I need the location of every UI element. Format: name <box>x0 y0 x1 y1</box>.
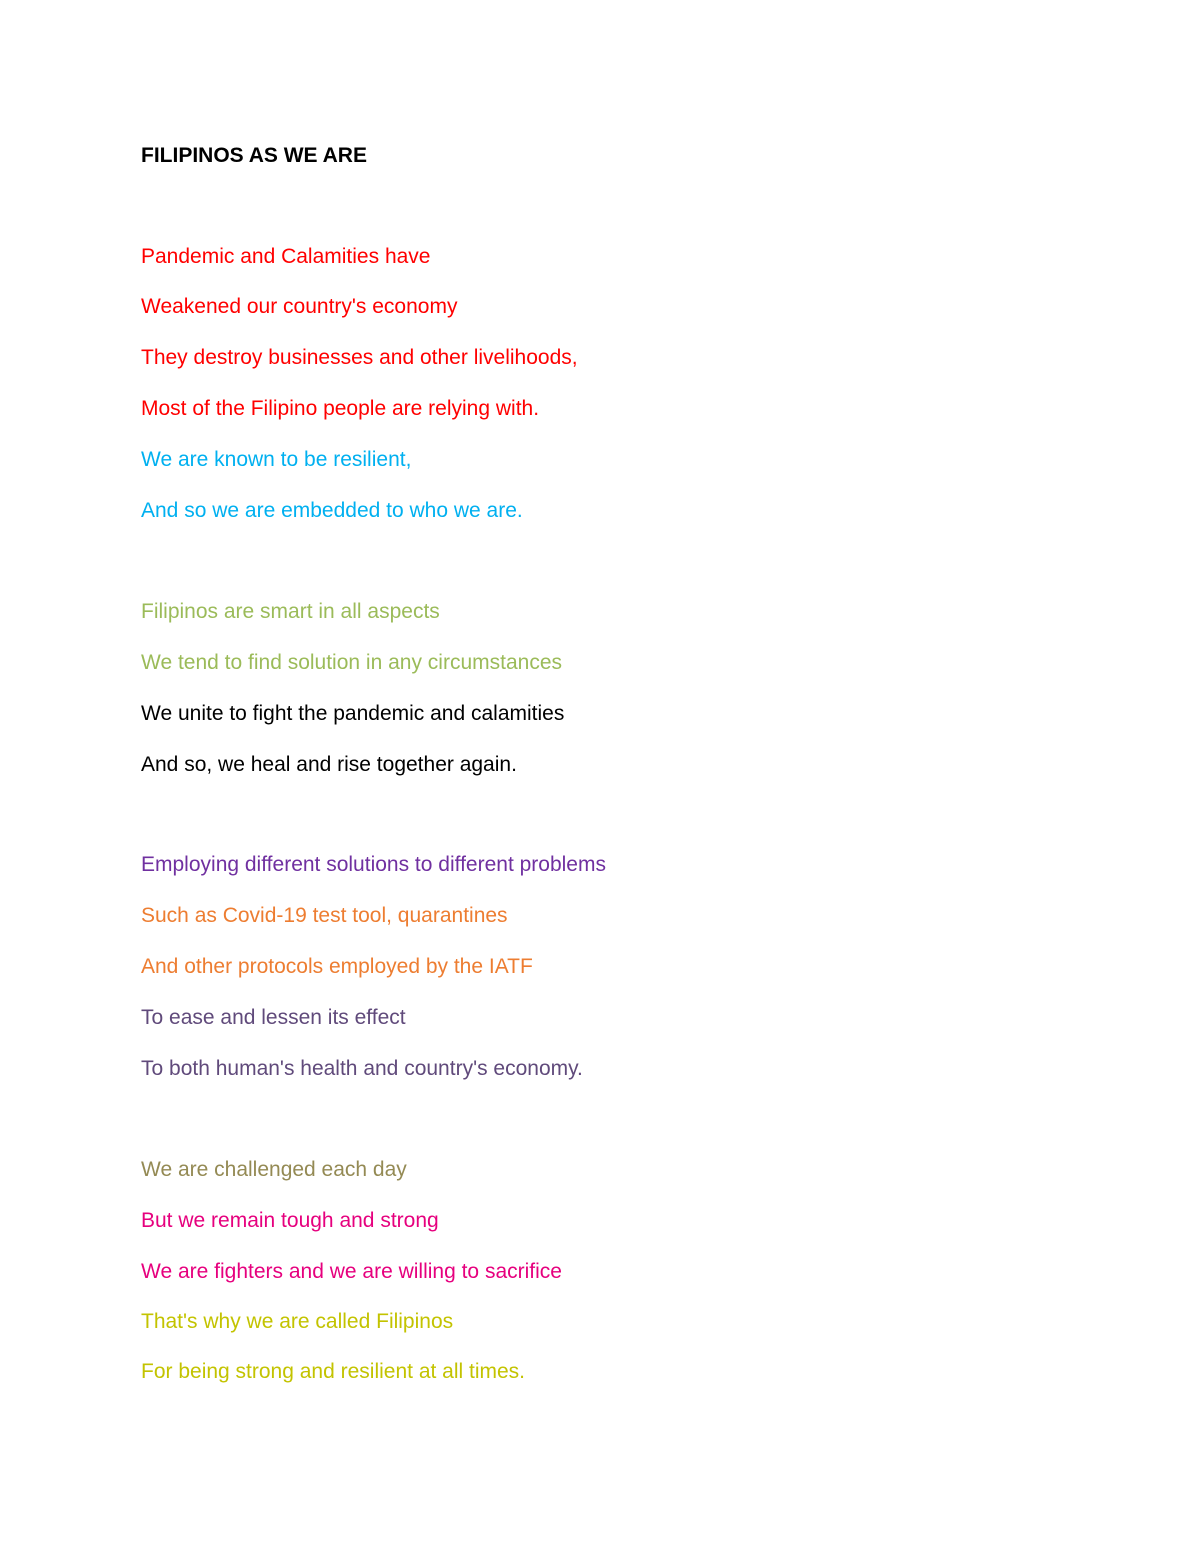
poem-line: That's why we are called Filipinos <box>141 1310 454 1333</box>
poem-line: And so, we heal and rise together again. <box>141 753 517 776</box>
poem-line: To both human's health and country's economy. <box>141 1057 583 1080</box>
poem-line: Filipinos are smart in all aspects <box>141 600 440 623</box>
poem-line: They destroy businesses and other livelihoods, <box>141 346 578 369</box>
poem-line: For being strong and resilient at all times. <box>141 1360 526 1383</box>
poem-line: Such as Covid-19 test tool, quarantines <box>141 904 508 927</box>
poem-line: Weakened our country's economy <box>141 295 458 318</box>
poem-line: And so we are embedded to who we are. <box>141 499 523 522</box>
poem-line: Pandemic and Calamities have <box>141 245 431 268</box>
poem-line: We are fighters and we are willing to sacrifice <box>141 1260 562 1283</box>
poem-line: Most of the Filipino people are relying with. <box>141 397 540 420</box>
poem-line: We unite to fight the pandemic and calamities <box>141 702 565 725</box>
poem-line: To ease and lessen its effect <box>141 1006 406 1029</box>
poem-title: FILIPINOS AS WE ARE <box>141 144 367 167</box>
poem-line: Employing different solutions to different problems <box>141 853 606 876</box>
poem-line: But we remain tough and strong <box>141 1209 439 1232</box>
poem-line: And other protocols employed by the IATF <box>141 955 533 978</box>
poem-line: We are challenged each day <box>141 1158 407 1181</box>
poem-line: We are known to be resilient, <box>141 448 412 471</box>
poem-line: We tend to find solution in any circumstances <box>141 651 562 674</box>
